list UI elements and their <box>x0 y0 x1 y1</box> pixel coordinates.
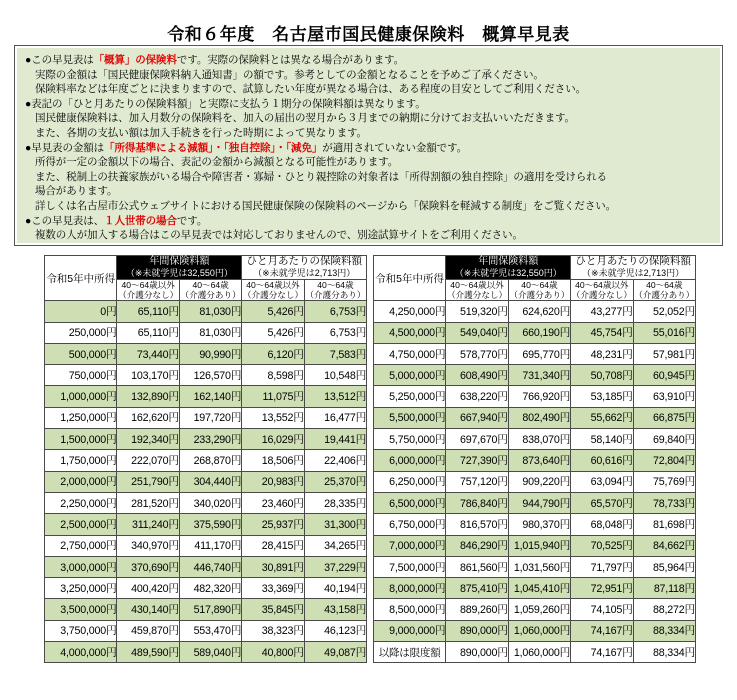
cell-annual-with-care: 90,990円 <box>179 343 241 364</box>
cell-monthly-with-care: 19,441円 <box>304 429 366 450</box>
cell-monthly-no-care: 74,167円 <box>571 642 633 663</box>
cell-monthly-no-care: 65,570円 <box>571 492 633 513</box>
header-group-monthly-sub: （※未就学児は2,713円） <box>253 267 356 278</box>
cell-annual-with-care: 909,220円 <box>508 471 570 492</box>
table-row <box>45 471 367 492</box>
cell-annual-with-care: 126,570円 <box>179 365 241 386</box>
cell-annual-with-care: 1,060,000円 <box>508 620 570 641</box>
cell-monthly-no-care: 5,426円 <box>242 301 304 322</box>
cell-annual-no-care: 192,340円 <box>117 429 179 450</box>
cell-annual-no-care: 667,940円 <box>446 407 508 428</box>
table-row <box>373 386 695 407</box>
cell-monthly-with-care: 66,875円 <box>633 407 695 428</box>
cell-monthly-no-care: 50,708円 <box>571 365 633 386</box>
notice-text: ●表記の「ひと月あたりの保険料額」と実際に支払う１期分の保険料額は異なります。 <box>25 97 426 110</box>
cell-income: 2,250,000円 <box>45 492 117 513</box>
cell-monthly-with-care: 75,769円 <box>633 471 695 492</box>
cell-income: 8,000,000円 <box>373 578 445 599</box>
notice-text: 詳しくは名古屋市公式ウェブサイトにおける国民健康保険の保険料のページから「保険料を軽減する制度」をご覧ください。 <box>35 199 617 212</box>
cell-annual-no-care: 861,560円 <box>446 556 508 577</box>
cell-monthly-no-care: 68,048円 <box>571 514 633 535</box>
cell-monthly-with-care: 69,840円 <box>633 429 695 450</box>
notice-line <box>25 68 712 83</box>
cell-monthly-with-care: 84,662円 <box>633 535 695 556</box>
cell-annual-no-care: 578,770円 <box>446 343 508 364</box>
cell-income: 5,250,000円 <box>373 386 445 407</box>
cell-monthly-with-care: 88,334円 <box>633 620 695 641</box>
cell-monthly-with-care: 6,753円 <box>304 322 366 343</box>
cell-annual-no-care: 281,520円 <box>117 492 179 513</box>
table-row <box>45 514 367 535</box>
cell-annual-no-care: 132,890円 <box>117 386 179 407</box>
cell-monthly-with-care: 31,300円 <box>304 514 366 535</box>
cell-annual-no-care: 875,410円 <box>446 578 508 599</box>
cell-monthly-with-care: 43,158円 <box>304 599 366 620</box>
notice-text: また、各期の支払い額は加入手続きを行った時期によって異なります。 <box>35 126 367 139</box>
table-row <box>45 599 367 620</box>
cell-income: 250,000円 <box>45 322 117 343</box>
table-row <box>373 492 695 513</box>
header-group-annual-sub: （※未就学児は32,550円） <box>125 267 233 278</box>
cell-monthly-with-care: 16,477円 <box>304 407 366 428</box>
table-row <box>373 471 695 492</box>
cell-monthly-with-care: 85,964円 <box>633 556 695 577</box>
cell-annual-no-care: 311,240円 <box>117 514 179 535</box>
cell-monthly-with-care: 63,910円 <box>633 386 695 407</box>
cell-monthly-with-care: 13,512円 <box>304 386 366 407</box>
cell-annual-with-care: 375,590円 <box>179 514 241 535</box>
cell-annual-with-care: 766,920円 <box>508 386 570 407</box>
cell-monthly-no-care: 63,094円 <box>571 471 633 492</box>
cell-monthly-no-care: 40,800円 <box>242 642 304 663</box>
cell-annual-no-care: 489,590円 <box>117 642 179 663</box>
notice-line <box>25 82 712 97</box>
cell-annual-with-care: 838,070円 <box>508 429 570 450</box>
cell-income: 4,250,000円 <box>373 301 445 322</box>
cell-income: 1,250,000円 <box>45 407 117 428</box>
cell-monthly-with-care: 57,981円 <box>633 343 695 364</box>
cell-income: 3,500,000円 <box>45 599 117 620</box>
cell-annual-no-care: 370,690円 <box>117 556 179 577</box>
cell-monthly-with-care: 87,118円 <box>633 578 695 599</box>
cell-monthly-with-care: 34,265円 <box>304 535 366 556</box>
cell-income: 6,000,000円 <box>373 450 445 471</box>
notice-text: 場合があります。 <box>35 185 118 198</box>
notice-highlight-text: 「概算」の保険料 <box>93 54 177 66</box>
header-row-groups <box>373 256 695 280</box>
cell-income: 750,000円 <box>45 365 117 386</box>
cell-monthly-with-care: 81,698円 <box>633 514 695 535</box>
cell-monthly-no-care: 28,415円 <box>242 535 304 556</box>
cell-income: 5,500,000円 <box>373 407 445 428</box>
cell-income: 500,000円 <box>45 343 117 364</box>
cell-annual-with-care: 695,770円 <box>508 343 570 364</box>
cell-income: 9,000,000円 <box>373 620 445 641</box>
table-row <box>45 642 367 663</box>
notice-line <box>25 184 712 199</box>
cell-annual-with-care: 233,290円 <box>179 429 241 450</box>
table-row <box>373 450 695 471</box>
cell-monthly-no-care: 74,167円 <box>571 620 633 641</box>
cell-annual-no-care: 222,070円 <box>117 450 179 471</box>
header-monthly-no-care: 40～64歳以外 （介護分なし） <box>571 280 632 301</box>
cell-annual-with-care: 268,870円 <box>179 450 241 471</box>
cell-monthly-no-care: 5,426円 <box>242 322 304 343</box>
table-row <box>45 322 367 343</box>
cell-annual-no-care: 757,120円 <box>446 471 508 492</box>
table-row <box>373 429 695 450</box>
cell-monthly-no-care: 16,029円 <box>242 429 304 450</box>
header-annual-with-care: 40～64歳 （介護分あり） <box>180 280 241 301</box>
notice-text: 所得が一定の金額以下の場合、表記の金額から減額となる可能性があります。 <box>35 156 399 169</box>
cell-annual-no-care: 65,110円 <box>117 301 179 322</box>
cell-annual-no-care: 816,570円 <box>446 514 508 535</box>
header-monthly-no-care: 40～64歳以外 （介護分なし） <box>242 280 304 301</box>
cell-annual-no-care: 65,110円 <box>117 322 179 343</box>
header-annual-no-care: 40～64歳以外 （介護分なし） <box>118 280 179 301</box>
header-annual-with-care: 40～64歳 （介護分あり） <box>509 280 570 301</box>
header-income-label: 令和5年中所得 <box>373 256 445 301</box>
cell-annual-with-care: 980,370円 <box>508 514 570 535</box>
cell-income: 4,500,000円 <box>373 322 445 343</box>
cell-annual-with-care: 660,190円 <box>508 322 570 343</box>
cell-annual-no-care: 786,840円 <box>446 492 508 513</box>
cell-income: 2,750,000円 <box>45 535 117 556</box>
notice-line <box>25 141 712 156</box>
cell-annual-with-care: 589,040円 <box>179 642 241 663</box>
cell-annual-no-care: 608,490円 <box>446 365 508 386</box>
table-row <box>373 407 695 428</box>
cell-annual-with-care: 1,060,000円 <box>508 642 570 663</box>
cell-monthly-no-care: 30,891円 <box>242 556 304 577</box>
cell-monthly-with-care: 49,087円 <box>304 642 366 663</box>
cell-income: 1,750,000円 <box>45 450 117 471</box>
cell-monthly-with-care: 78,733円 <box>633 492 695 513</box>
cell-annual-with-care: 162,140円 <box>179 386 241 407</box>
notice-text: ●この早見表は <box>25 54 94 66</box>
cell-monthly-no-care: 35,845円 <box>242 599 304 620</box>
table-row <box>373 301 695 322</box>
cell-income: 7,000,000円 <box>373 535 445 556</box>
cell-monthly-with-care: 37,229円 <box>304 556 366 577</box>
cell-monthly-no-care: 11,075円 <box>242 386 304 407</box>
header-group-monthly <box>571 256 696 280</box>
cell-monthly-no-care: 60,616円 <box>571 450 633 471</box>
table-row <box>373 365 695 386</box>
cell-monthly-with-care: 40,194円 <box>304 578 366 599</box>
table-row <box>45 535 367 556</box>
table-row <box>373 642 695 663</box>
table-row <box>373 599 695 620</box>
table-row <box>45 578 367 599</box>
cell-monthly-no-care: 43,277円 <box>571 301 633 322</box>
notice-line <box>25 155 712 170</box>
cell-annual-with-care: 197,720円 <box>179 407 241 428</box>
cell-annual-no-care: 638,220円 <box>446 386 508 407</box>
table-row <box>373 556 695 577</box>
cell-monthly-no-care: 74,105円 <box>571 599 633 620</box>
cell-annual-with-care: 873,640円 <box>508 450 570 471</box>
cell-income: 6,750,000円 <box>373 514 445 535</box>
cell-monthly-no-care: 20,983円 <box>242 471 304 492</box>
cell-annual-with-care: 81,030円 <box>179 322 241 343</box>
cell-annual-no-care: 340,970円 <box>117 535 179 556</box>
table-row <box>45 343 367 364</box>
cell-income: 2,500,000円 <box>45 514 117 535</box>
notice-text: 保険料率などは年度ごとに決まりますので、試算したい年度が異なる場合は、ある程度の目安としてご利用ください。 <box>35 83 586 96</box>
header-group-monthly-main: ひと月あたりの保険料額 <box>575 255 691 267</box>
table-row <box>373 620 695 641</box>
cell-annual-with-care: 340,020円 <box>179 492 241 513</box>
cell-monthly-no-care: 13,552円 <box>242 407 304 428</box>
header-group-monthly-sub: （※未就学児は2,713円） <box>582 267 685 278</box>
table-row <box>45 301 367 322</box>
cell-income: 6,250,000円 <box>373 471 445 492</box>
cell-monthly-with-care: 52,052円 <box>633 301 695 322</box>
table-body-right <box>373 301 695 663</box>
cell-annual-with-care: 731,340円 <box>508 365 570 386</box>
header-group-annual-sub: （※未就学児は32,550円） <box>454 267 562 278</box>
cell-monthly-with-care: 10,548円 <box>304 365 366 386</box>
cell-annual-with-care: 81,030円 <box>179 301 241 322</box>
notice-line <box>25 228 712 243</box>
cell-monthly-no-care: 58,140円 <box>571 429 633 450</box>
cell-annual-no-care: 889,260円 <box>446 599 508 620</box>
cell-income: 5,000,000円 <box>373 365 445 386</box>
table-row <box>45 429 367 450</box>
notice-line <box>25 214 712 229</box>
cell-annual-no-care: 519,320円 <box>446 301 508 322</box>
cell-annual-no-care: 727,390円 <box>446 450 508 471</box>
cell-monthly-no-care: 38,323円 <box>242 620 304 641</box>
header-group-annual <box>446 256 571 280</box>
cell-annual-no-care: 890,000円 <box>446 620 508 641</box>
notice-text: です。実際の保険料とは異なる場合があります。 <box>176 54 404 66</box>
notice-text: が適用されていない金額です。 <box>322 141 468 154</box>
table-row <box>45 407 367 428</box>
cell-annual-no-care: 890,000円 <box>446 642 508 663</box>
cell-income: 1,500,000円 <box>45 429 117 450</box>
header-monthly-with-care: 40～64歳 （介護分あり） <box>634 280 695 301</box>
cell-annual-no-care: 430,140円 <box>117 599 179 620</box>
notice-inner <box>17 48 720 243</box>
notice-text: ●この早見表は、 <box>25 214 105 227</box>
cell-annual-no-care: 73,440円 <box>117 343 179 364</box>
cell-monthly-with-care: 55,016円 <box>633 322 695 343</box>
rate-table-right <box>373 255 696 663</box>
cell-monthly-no-care: 53,185円 <box>571 386 633 407</box>
rate-tables-container <box>44 255 696 663</box>
cell-annual-with-care: 1,059,260円 <box>508 599 570 620</box>
cell-annual-with-care: 624,620円 <box>508 301 570 322</box>
cell-income: 3,000,000円 <box>45 556 117 577</box>
header-income-label: 令和5年中所得 <box>45 256 117 301</box>
cell-monthly-with-care: 6,753円 <box>304 301 366 322</box>
cell-monthly-no-care: 6,120円 <box>242 343 304 364</box>
notice-line <box>25 126 712 141</box>
cell-monthly-with-care: 28,335円 <box>304 492 366 513</box>
cell-annual-with-care: 517,890円 <box>179 599 241 620</box>
cell-income: 8,500,000円 <box>373 599 445 620</box>
cell-monthly-no-care: 55,662円 <box>571 407 633 428</box>
cell-monthly-with-care: 88,334円 <box>633 642 695 663</box>
cell-annual-no-care: 162,620円 <box>117 407 179 428</box>
notice-text: 複数の人が加入する場合はこの早見表では対応しておりませんので、別途試算サイトをご利用ください。 <box>35 229 523 242</box>
cell-income: 3,250,000円 <box>45 578 117 599</box>
header-row-groups <box>45 256 367 280</box>
cell-annual-no-care: 549,040円 <box>446 322 508 343</box>
table-row <box>373 322 695 343</box>
notice-line <box>25 199 712 214</box>
cell-annual-no-care: 459,870円 <box>117 620 179 641</box>
table-row <box>45 620 367 641</box>
cell-income: 4,000,000円 <box>45 642 117 663</box>
cell-annual-with-care: 411,170円 <box>179 535 241 556</box>
cell-monthly-with-care: 22,406円 <box>304 450 366 471</box>
table-row <box>45 556 367 577</box>
header-group-monthly <box>242 256 367 280</box>
cell-income: 2,000,000円 <box>45 471 117 492</box>
cell-monthly-no-care: 45,754円 <box>571 322 633 343</box>
rate-table-left <box>44 255 367 663</box>
table-row <box>373 535 695 556</box>
table-head-left <box>45 256 367 301</box>
notice-highlight-text: １人世帯の場合 <box>104 214 177 227</box>
notice-line <box>25 170 712 185</box>
cell-income: 1,000,000円 <box>45 386 117 407</box>
cell-income: 6,500,000円 <box>373 492 445 513</box>
notice-text: ●早見表の金額は <box>25 141 105 154</box>
notice-line <box>25 111 712 126</box>
cell-monthly-no-care: 18,506円 <box>242 450 304 471</box>
notice-line <box>25 53 712 68</box>
cell-annual-no-care: 400,420円 <box>117 578 179 599</box>
cell-income: 以降は限度額 <box>373 642 445 663</box>
cell-monthly-with-care: 25,370円 <box>304 471 366 492</box>
table-row <box>373 514 695 535</box>
table-head-right <box>373 256 695 301</box>
cell-income: 4,750,000円 <box>373 343 445 364</box>
cell-monthly-with-care: 88,272円 <box>633 599 695 620</box>
notice-text: です。 <box>176 214 208 227</box>
page-title: 令和６年度 名古屋市国民健康保険料 概算早見表 <box>167 25 570 44</box>
cell-monthly-no-care: 8,598円 <box>242 365 304 386</box>
cell-monthly-no-care: 33,369円 <box>242 578 304 599</box>
cell-annual-with-care: 1,045,410円 <box>508 578 570 599</box>
cell-annual-with-care: 1,015,940円 <box>508 535 570 556</box>
notice-line <box>25 97 712 112</box>
header-group-annual <box>117 256 242 280</box>
cell-monthly-no-care: 25,937円 <box>242 514 304 535</box>
cell-monthly-no-care: 71,797円 <box>571 556 633 577</box>
cell-monthly-no-care: 48,231円 <box>571 343 633 364</box>
cell-monthly-with-care: 60,945円 <box>633 365 695 386</box>
cell-annual-no-care: 103,170円 <box>117 365 179 386</box>
notice-highlight-text: 「所得基準による減額」・「独自控除」・「減免」 <box>104 141 323 154</box>
table-row <box>373 578 695 599</box>
header-annual-no-care: 40～64歳以外 （介護分なし） <box>446 280 508 301</box>
cell-income: 0円 <box>45 301 117 322</box>
table-row <box>45 386 367 407</box>
table-row <box>45 492 367 513</box>
cell-income: 5,750,000円 <box>373 429 445 450</box>
cell-annual-no-care: 251,790円 <box>117 471 179 492</box>
header-group-annual-main: 年間保険料額 <box>149 256 210 267</box>
notice-text-block <box>25 53 712 243</box>
cell-monthly-with-care: 72,804円 <box>633 450 695 471</box>
cell-annual-with-care: 944,790円 <box>508 492 570 513</box>
cell-annual-with-care: 304,440円 <box>179 471 241 492</box>
cell-annual-with-care: 482,320円 <box>179 578 241 599</box>
table-row <box>45 450 367 471</box>
notice-box <box>14 45 723 246</box>
notice-text: 国民健康保険料は、加入月数分の保険料を、加入の届出の翌月から３月までの納期に分けてお支払いいただきます。 <box>35 112 575 125</box>
cell-annual-with-care: 446,740円 <box>179 556 241 577</box>
table-row <box>45 365 367 386</box>
cell-annual-with-care: 802,490円 <box>508 407 570 428</box>
notice-text: 実際の金額は「国民健康保険料納入通知書」の額です。参考としての金額となることを予めご了承ください。 <box>35 68 544 81</box>
cell-annual-with-care: 1,031,560円 <box>508 556 570 577</box>
cell-monthly-no-care: 70,525円 <box>571 535 633 556</box>
cell-monthly-with-care: 7,583円 <box>304 343 366 364</box>
cell-annual-no-care: 697,670円 <box>446 429 508 450</box>
notice-text: また、税制上の扶養家族がいる場合や障害者・寡婦・ひとり親控除の対象者は「所得割額の独自控除」の適用を受けられる <box>35 170 607 183</box>
header-group-annual-main: 年間保険料額 <box>478 256 539 267</box>
cell-monthly-with-care: 46,123円 <box>304 620 366 641</box>
header-group-monthly-main: ひと月あたりの保険料額 <box>246 255 362 267</box>
cell-monthly-no-care: 72,951円 <box>571 578 633 599</box>
table-body-left <box>45 301 367 663</box>
cell-annual-no-care: 846,290円 <box>446 535 508 556</box>
cell-income: 3,750,000円 <box>45 620 117 641</box>
table-row <box>373 343 695 364</box>
cell-income: 7,500,000円 <box>373 556 445 577</box>
cell-monthly-no-care: 23,460円 <box>242 492 304 513</box>
cell-annual-with-care: 553,470円 <box>179 620 241 641</box>
header-monthly-with-care: 40～64歳 （介護分あり） <box>305 280 366 301</box>
